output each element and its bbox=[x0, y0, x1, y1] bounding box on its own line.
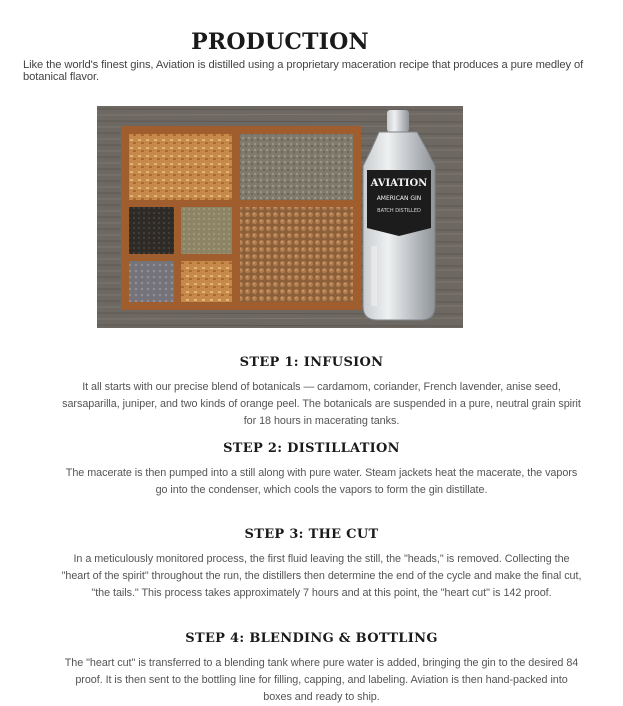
step-4-body: The "heart cut" is transferred to a blending tank where pure water is added, bringing the gin to the desired 84 proof. It is then sent to the bottling line for filling, capping, and labeling. Aviation is then hand-packed into boxes and ready to ship. bbox=[64, 656, 579, 703]
botanicals-and-bottle-image bbox=[97, 106, 463, 328]
bottle-subtitle-text: AMERICAN GIN bbox=[376, 195, 422, 202]
step-2-body: The macerate is then pumped into a still along with pure water. Steam jackets heat the macerate, the vapors go into the condenser, which cools the vapors to form the gin distillate. bbox=[65, 466, 578, 496]
page-title: PRODUCTION bbox=[191, 28, 369, 55]
step-3-body: In a meticulously monitored process, the first fluid leaving the still, the "heads," is removed. Collecting the "heart of the spirit" throughout the run, the distillers then determine the end of the cycle and make the final cut, "the tails." This process takes approximately 7 hours and at this point, the "heart cut" is 142 proof. bbox=[61, 552, 582, 599]
step-2-title: STEP 2: DISTILLATION bbox=[223, 440, 400, 456]
intro-text: Like the world's finest gins, Aviation is distilled using a proprietary maceration recipe that produces a pure medley of botanical flavor. bbox=[23, 59, 584, 84]
bottle-brand-text: AVIATION bbox=[370, 178, 428, 189]
step-1-title: STEP 1: INFUSION bbox=[239, 354, 384, 370]
step-4-title: STEP 4: BLENDING & BOTTLING bbox=[185, 630, 438, 646]
step-1-body: It all starts with our precise blend of botanicals — cardamom, coriander, French lavender, anise seed, sarsaparilla, juniper, and two kinds of orange peel. The botanicals are suspended in a pure, neutral grain spirit for 18 hours in macerating tanks. bbox=[62, 380, 581, 427]
bottle-line-text: BATCH DISTILLED bbox=[377, 208, 421, 214]
step-3-title: STEP 3: THE CUT bbox=[244, 526, 379, 542]
